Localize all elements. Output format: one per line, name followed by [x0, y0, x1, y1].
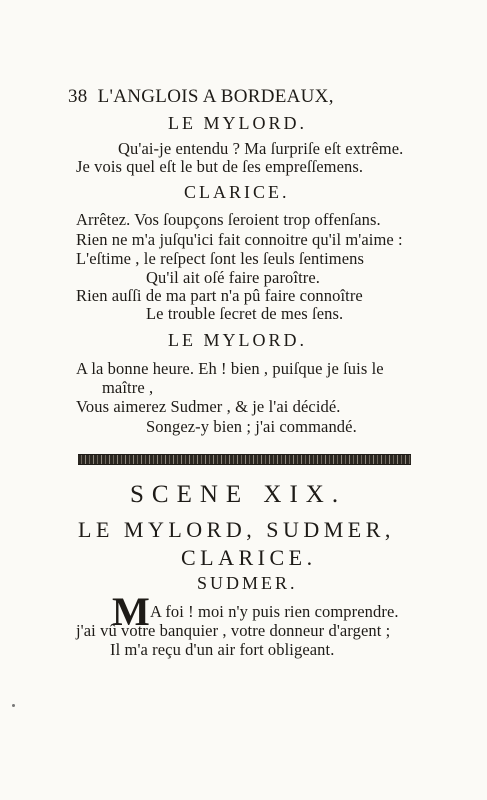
- verse-line: Rien ne m'a juſqu'ici fait connoitre qu'il m'aime :: [76, 230, 403, 249]
- speaker-name: LE MYLORD.: [168, 330, 307, 350]
- speaker-name: CLARICE.: [184, 182, 290, 202]
- paper-speck: [12, 704, 15, 707]
- verse-line: Le trouble ſecret de mes ſens.: [146, 304, 344, 323]
- verse-line: A foi ! moi n'y puis rien comprendre.: [150, 602, 399, 621]
- verse-line: maître ,: [102, 378, 154, 397]
- verse-line: Je vois quel eſt le but de ſes empreſſemens.: [76, 157, 364, 176]
- running-header: [68, 86, 334, 108]
- ornamental-rule: [78, 454, 411, 465]
- scene-title: SCENE XIX.: [130, 481, 347, 508]
- verse-line: j'ai vû votre banquier , votre donneur d'argent ;: [76, 621, 391, 640]
- verse-line: Il m'a reçu d'un air fort obligeant.: [110, 640, 335, 659]
- running-title: L'ANGLOIS A BORDEAUX,: [97, 86, 334, 107]
- verse-line: Arrêtez. Vos ſoupçons ſeroient trop offenſans.: [76, 210, 381, 229]
- scene-characters: LE MYLORD, SUDMER,: [78, 517, 395, 542]
- page-number: 38: [68, 86, 88, 107]
- verse-line: A la bonne heure. Eh ! bien , puiſque je ſuis le: [76, 359, 384, 378]
- verse-line: Vous aimerez Sudmer , & je l'ai décidé.: [76, 397, 341, 416]
- speaker-name: SUDMER.: [197, 573, 298, 593]
- verse-line: Rien auſſi de ma part n'a pû faire connoître: [76, 286, 363, 305]
- verse-line: Qu'il ait oſé faire paroître.: [146, 268, 321, 287]
- verse-line: L'eſtime , le reſpect ſont les ſeuls ſentimens: [76, 249, 364, 268]
- scene-characters: CLARICE.: [181, 545, 317, 570]
- speaker-name: LE MYLORD.: [168, 113, 307, 133]
- verse-line: Qu'ai-je entendu ? Ma ſurpriſe eſt extrême.: [118, 139, 404, 158]
- verse-line: Songez-y bien ; j'ai commandé.: [146, 417, 357, 436]
- drop-capital: M: [112, 589, 150, 634]
